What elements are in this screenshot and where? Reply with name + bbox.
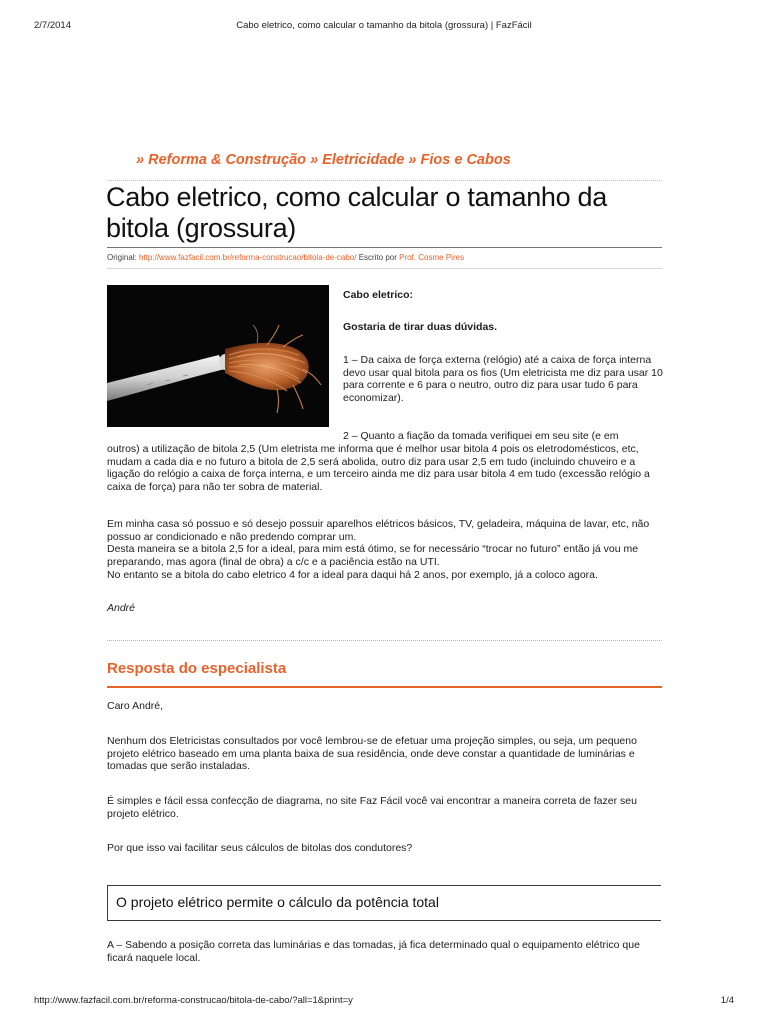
question-paragraph-3c: No entanto se a bitola do cabo eletrico 4 for a ideal para daqui há 2 anos, por exemplo, já a coloco agora. <box>107 569 598 581</box>
breadcrumb-item-reforma[interactable]: Reforma & Construção <box>148 152 307 168</box>
print-page-title: Cabo eletrico, como calcular o tamanho da bitola (grossura) | FazFácil <box>236 20 532 31</box>
question-signature: André <box>107 602 136 614</box>
question-paragraph-2-rest: outros) a utilização de bitola 2,5 (Um eletrista me informa que é melhor usar bitola 4 pois os eletrodomésticos, etc, mudam a cada dia e no futuro a bitola de 2,5 será abolida, outro diz para usar 2,5 em tudo (incluindo chuveiro e a ligação do relógio a caixa de força interna, e um terceiro ainda me diz para usar bitola 4 em tudo (excessão relógio a caixa de força) para não ter sobra de material. <box>107 443 650 493</box>
original-url-link[interactable]: http://www.fazfacil.com.br/reforma-construcao/bitola-de-cabo/ <box>139 253 357 262</box>
breadcrumb <box>136 152 511 168</box>
breadcrumb-separator: » <box>310 152 319 168</box>
answer-paragraph-2: É simples e fácil essa confecção de diagrama, no site Faz Fácil você vai encontrar a maneira correta de fazer seu projeto elétrico. <box>107 795 637 820</box>
answer-divider <box>107 640 662 641</box>
breadcrumb-separator: » <box>136 152 145 168</box>
answer-paragraph-4: A – Sabendo a posição correta das luminárias e das tomadas, já fica determinado qual o equipamento elétrico que ficará naquele local. <box>107 939 640 964</box>
answer-heading: Resposta do especialista <box>107 660 287 677</box>
breadcrumb-separator: » <box>408 152 417 168</box>
breadcrumb-item-eletricidade[interactable]: Eletricidade <box>322 152 405 168</box>
question-paragraph-3a: Em minha casa só possuo e só desejo possuir aparelhos elétricos básicos, TV, geladeira, máquina de lavar, etc, não possuo ar condicionado e não predendo comprar um. <box>107 518 650 543</box>
answer-greeting: Caro André, <box>107 700 164 712</box>
section-title: O projeto elétrico permite o cálculo da potência total <box>116 894 439 910</box>
answer-paragraph-3: Por que isso vai facilitar seus cálculos de bitolas dos condutores? <box>107 842 413 854</box>
original-label: Original: <box>107 253 137 262</box>
question-paragraph-3b: Desta maneira se a bitola 2,5 for a ideal, para mim está ótimo, se for necessário “trocar no futuro” então já vou me preparando, mas agora (final de obra) a c/c e a paciência estão na UTI. <box>107 543 639 568</box>
print-date: 2/7/2014 <box>34 20 71 31</box>
breadcrumb-item-fios-cabos[interactable]: Fios e Cabos <box>420 152 511 168</box>
answer-heading-rule <box>107 686 662 688</box>
meta-divider <box>107 268 662 269</box>
answer-paragraph-1: Nenhum dos Eletricistas consultados por você lembrou-se de efetuar uma projeção simples, ou seja, um pequeno projeto elétrico baseado em uma planta baixa de sua residência, onde deve constar a quantidade de luminárias e tomadas que serão instaladas. <box>107 735 637 773</box>
print-footer-url: http://www.fazfacil.com.br/reforma-construcao/bitola-de-cabo/?all=1&print=y <box>34 995 353 1006</box>
print-page-number: 1/4 <box>720 995 734 1006</box>
written-by-label: Escrito por <box>358 253 397 262</box>
question-paragraph-2-start: 2 – Quanto a fiação da tomada verifiquei em seu site (e em <box>343 430 619 442</box>
article-title: Cabo eletrico, como calcular o tamanho da bitola (grossura) <box>106 182 607 243</box>
title-divider <box>107 247 662 248</box>
question-subheading: Gostaria de tirar duas dúvidas. <box>343 321 498 333</box>
breadcrumb-divider <box>107 180 662 181</box>
question-heading: Cabo eletrico: <box>343 289 414 301</box>
question-paragraph-1: 1 – Da caixa de força externa (relógio) até a caixa de força interna devo usar qual bitola para os fios (Um eletricista me diz para usar 10 para corrente e 6 para o neutro, outro diz para usar tudo 6 para economizar). <box>343 354 663 404</box>
cable-photo <box>107 285 329 427</box>
author-link[interactable]: Prof. Cosme Pires <box>399 253 465 262</box>
article-source-line <box>107 253 464 262</box>
